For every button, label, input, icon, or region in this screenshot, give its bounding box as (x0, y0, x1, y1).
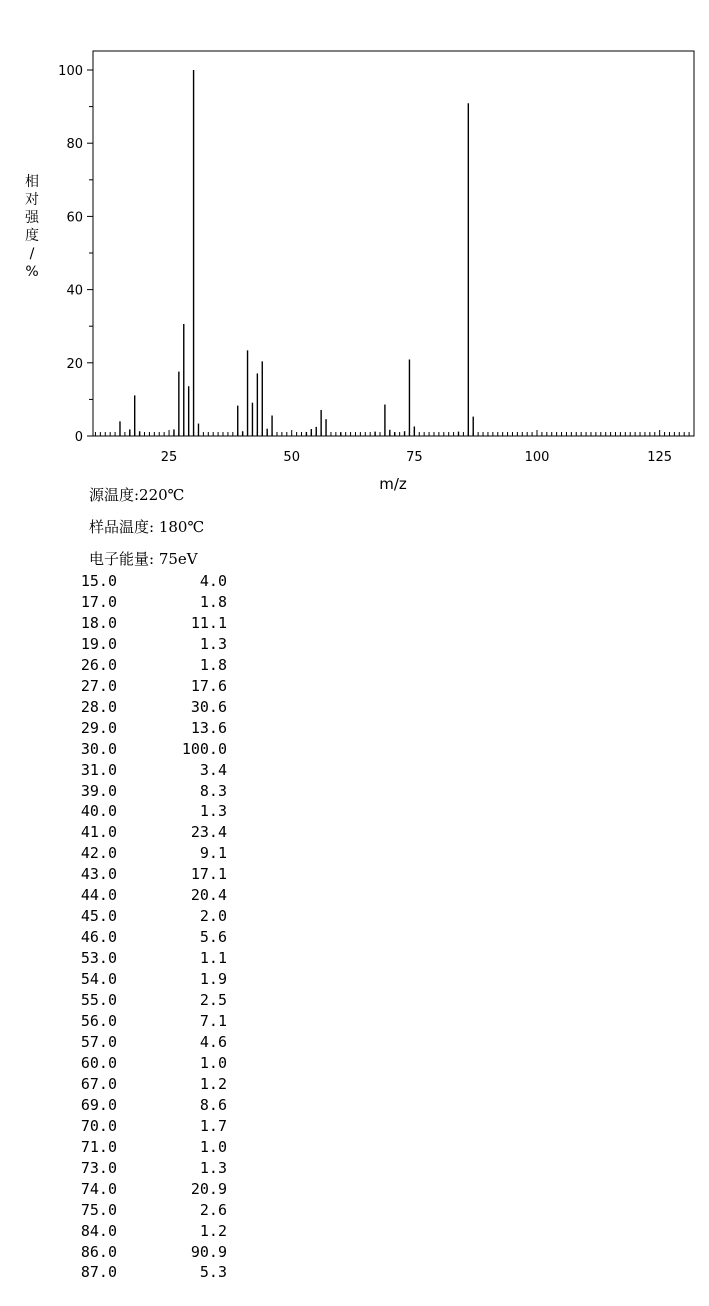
mz-value: 60.0 (80, 1053, 117, 1072)
abundance-value: 1.8 (199, 592, 227, 611)
abundance-value: 2.0 (199, 907, 227, 926)
mz-value: 27.0 (80, 676, 117, 695)
mz-value: 87.0 (80, 1263, 117, 1282)
mz-value: 74.0 (80, 1179, 117, 1198)
abundance-value: 13.6 (190, 718, 227, 737)
table-row (60, 1032, 230, 1053)
abundance-value: 1.0 (199, 1053, 227, 1072)
table-row (60, 1158, 230, 1179)
table-row (60, 801, 230, 822)
abundance-value: 1.1 (199, 949, 227, 968)
table-row (60, 969, 230, 990)
abundance-value: 17.6 (190, 676, 227, 695)
abundance-value: 3.4 (199, 760, 227, 779)
table-row (60, 781, 230, 802)
table-row (60, 592, 230, 613)
abundance-value: 1.3 (199, 802, 227, 821)
table-row (60, 1262, 230, 1283)
mz-value: 46.0 (80, 928, 117, 947)
abundance-value: 4.0 (199, 572, 227, 590)
table-row (60, 718, 230, 739)
table-row (60, 885, 230, 906)
y-axis-label: 相对强度/ % (25, 174, 39, 280)
table-row (60, 990, 230, 1011)
abundance-value: 1.0 (199, 1137, 227, 1156)
table-row (60, 927, 230, 948)
abundance-value: 2.5 (199, 991, 227, 1010)
abundance-value: 1.7 (199, 1116, 227, 1135)
mz-value: 67.0 (80, 1074, 117, 1093)
mz-value: 54.0 (80, 970, 117, 989)
mz-value: 40.0 (80, 802, 117, 821)
y-tick-label: 0 (74, 430, 83, 445)
mz-value: 30.0 (80, 739, 117, 758)
mz-value: 57.0 (80, 1032, 117, 1051)
table-row (60, 1221, 230, 1242)
abundance-value: 11.1 (190, 613, 227, 632)
table-row (60, 843, 230, 864)
table-row (60, 1200, 230, 1221)
abundance-value: 90.9 (190, 1242, 227, 1261)
mz-value: 43.0 (80, 865, 117, 884)
mz-value: 71.0 (80, 1137, 117, 1156)
mass-spectrum-chart (0, 0, 709, 500)
table-row (60, 739, 230, 760)
abundance-value: 8.3 (199, 781, 227, 800)
x-tick-label: 100 (524, 450, 550, 465)
x-tick-label: 25 (160, 450, 178, 465)
abundance-value: 5.6 (199, 928, 227, 947)
mz-value: 86.0 (80, 1242, 117, 1261)
abundance-value: 1.8 (199, 655, 227, 674)
abundance-value: 5.3 (199, 1263, 227, 1282)
source-temperature: 源温度:220℃ (89, 486, 185, 504)
table-row (60, 571, 230, 592)
abundance-value: 23.4 (190, 823, 227, 842)
mz-value: 18.0 (80, 613, 117, 632)
x-tick-label: 125 (647, 450, 673, 465)
abundance-value: 17.1 (190, 865, 227, 884)
table-row (60, 1095, 230, 1116)
x-axis-label: m/z (379, 475, 407, 493)
mz-value: 75.0 (80, 1200, 117, 1219)
abundance-value: 20.4 (190, 886, 227, 905)
mz-value: 84.0 (80, 1221, 117, 1240)
mz-value: 41.0 (80, 823, 117, 842)
table-row (60, 1074, 230, 1095)
mz-value: 28.0 (80, 697, 117, 716)
table-row (60, 634, 230, 655)
abundance-value: 1.9 (199, 970, 227, 989)
table-row (60, 697, 230, 718)
mz-value: 17.0 (80, 592, 117, 611)
abundance-value: 8.6 (199, 1095, 227, 1114)
mz-value: 15.0 (80, 572, 117, 590)
table-row (60, 864, 230, 885)
mz-value: 70.0 (80, 1116, 117, 1135)
table-row (60, 1116, 230, 1137)
y-tick-label: 80 (66, 137, 83, 153)
abundance-value: 2.6 (199, 1200, 227, 1219)
mz-value: 42.0 (80, 844, 117, 863)
mz-value: 73.0 (80, 1158, 117, 1177)
abundance-value: 1.2 (199, 1074, 227, 1093)
mz-value: 19.0 (80, 634, 117, 653)
x-tick-label: 50 (283, 450, 300, 465)
abundance-value: 1.2 (199, 1221, 227, 1240)
mz-value: 31.0 (80, 760, 117, 779)
y-tick-label: 40 (66, 283, 83, 299)
table-row (60, 822, 230, 843)
abundance-value: 20.9 (190, 1179, 227, 1198)
mz-value: 44.0 (80, 886, 117, 905)
table-row (60, 1137, 230, 1158)
table-row (60, 1179, 230, 1200)
table-row (60, 906, 230, 927)
abundance-value: 9.1 (199, 844, 227, 863)
abundance-value: 1.3 (199, 1158, 227, 1177)
table-row (60, 613, 230, 634)
table-row (60, 1011, 230, 1032)
mz-value: 29.0 (80, 718, 117, 737)
mz-value: 26.0 (80, 655, 117, 674)
mz-value: 56.0 (80, 1012, 117, 1031)
mz-value: 55.0 (80, 991, 117, 1010)
table-row (60, 676, 230, 697)
y-tick-label: 100 (58, 64, 83, 79)
abundance-value: 4.6 (199, 1032, 227, 1051)
table-row (60, 948, 230, 969)
y-tick-label: 60 (66, 210, 83, 226)
mz-value: 39.0 (80, 781, 117, 800)
y-tick-label: 20 (66, 356, 83, 372)
abundance-value: 30.6 (190, 697, 227, 716)
table-row (60, 760, 230, 781)
abundance-value: 100.0 (181, 739, 227, 758)
abundance-value: 7.1 (199, 1012, 227, 1031)
abundance-value: 1.3 (199, 634, 227, 653)
mz-value: 45.0 (80, 907, 117, 926)
peak-table (60, 571, 230, 1283)
x-tick-label: 75 (406, 450, 423, 465)
table-row (60, 1053, 230, 1074)
sample-temperature: 样品温度: 180℃ (89, 518, 205, 536)
table-row (60, 655, 230, 676)
table-row (60, 1242, 230, 1263)
electron-energy: 电子能量: 75eV (89, 550, 198, 568)
mz-value: 69.0 (80, 1095, 117, 1114)
mz-value: 53.0 (80, 949, 117, 968)
